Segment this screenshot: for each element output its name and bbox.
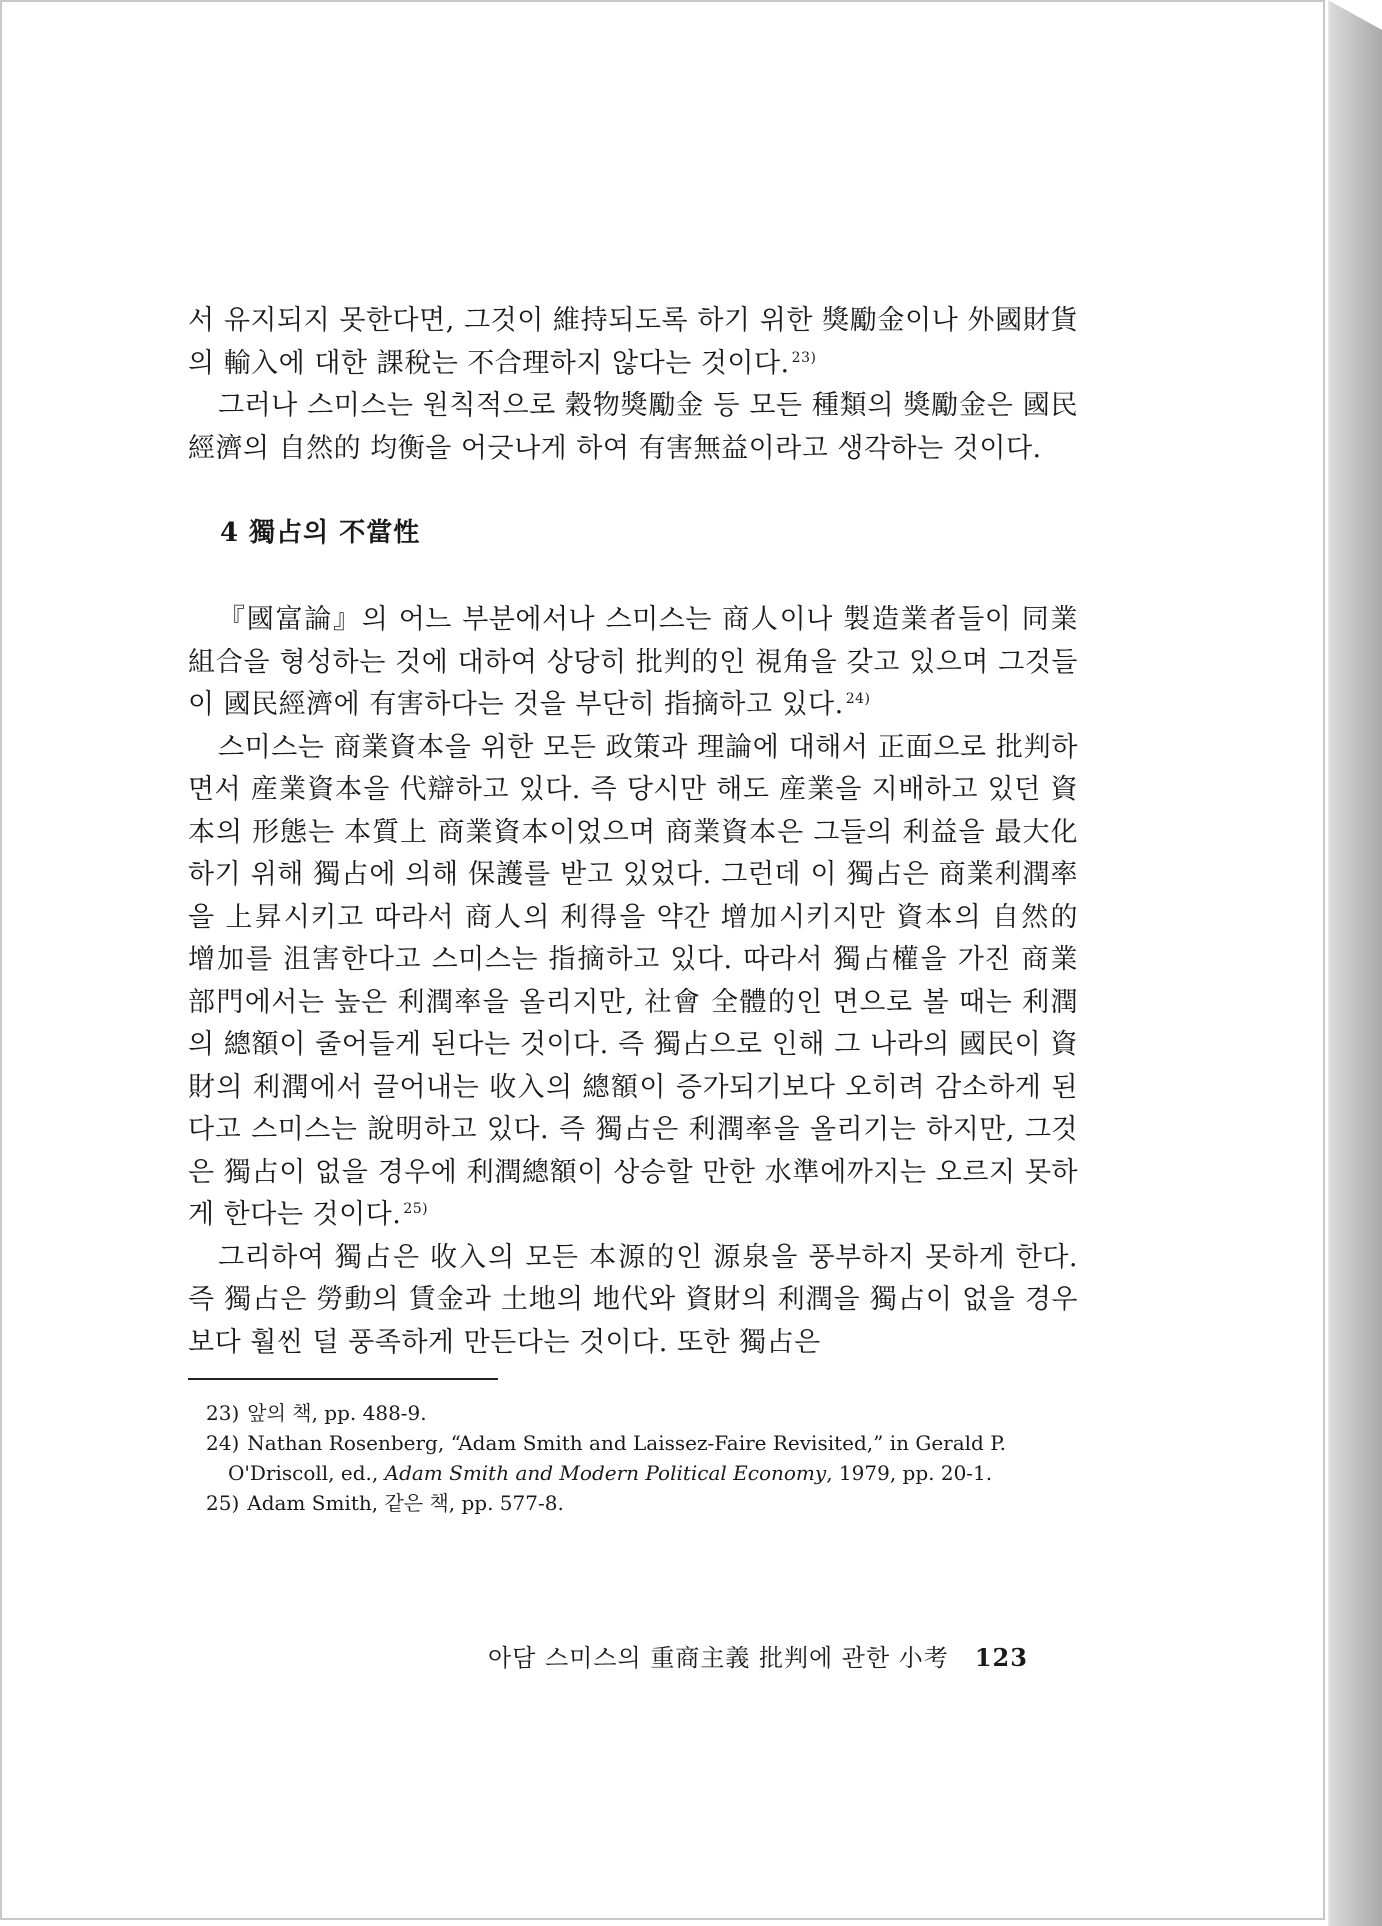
page-edge-shadow [1328,0,1382,1926]
footnote-ref-25: 25) [403,1201,429,1217]
footnote-text: 앞의 책, pp. 488-9. [247,1401,427,1425]
running-footer [488,1638,1028,1673]
footnote-text: Nathan Rosenberg, “Adam Smith and Laissez-Faire Revisited,” in Gerald P. O'Driscoll, ed., [228,1431,1006,1485]
section-heading: 4 獨占의 不當性 [220,518,421,548]
paragraph-3-text: 『國富論』의 어느 부분에서나 스미스는 商人이나 製造業者들이 同業組合을 형성하는 것에 대하여 상당히 批判的인 視角을 갖고 있으며 그것들이 國民經濟에 有害하다는 것을 부단히 指摘하고 있다. [188,604,1078,720]
footnote-book-title: Adam Smith and Modern Political Economy [384,1461,827,1485]
page-number: 123 [974,1643,1028,1672]
paragraph-5-text: 그리하여 獨占은 收入의 모든 本源的인 源泉을 풍부하지 못하게 한다. 즉 獨占은 勞動의 賃金과 土地의 地代와 資財의 利潤을 獨占이 없을 경우보다 훨씬 덜 풍족하게 만든다는 것이다. 또한 獨占은 [188,1241,1078,1358]
paragraph-2 [188,385,1078,470]
footnote-ref-23: 23) [791,349,817,366]
footnote-23 [188,1398,1078,1428]
page-corner-fold [1328,0,1382,30]
paragraph-2-text: 그러나 스미스는 원칙적으로 穀物獎勵金 등 모든 種類의 獎勵金은 國民經濟의 自然的 均衡을 어긋나게 하여 有害無益이라고 생각하는 것이다. [188,390,1078,464]
paragraph-3 [188,599,1078,727]
paragraph-5 [188,1237,1078,1365]
footnote-ref-24: 24) [845,691,871,707]
footnotes [188,1398,1078,1518]
page-body [188,300,1078,1518]
paragraph-4 [188,727,1078,1237]
paragraph-1 [188,300,1078,385]
running-footer-title: 아담 스미스의 重商主義 批判에 관한 小考 [488,1644,949,1672]
footnote-text-tail: , 1979, pp. 20-1. [826,1461,993,1485]
spacer [188,470,1078,482]
footnote-number: 25) [206,1491,240,1515]
paragraph-4-text: 스미스는 商業資本을 위한 모든 政策과 理論에 대해서 正面으로 批判하면서 産業資本을 代辯하고 있다. 즉 당시만 해도 産業을 지배하고 있던 資本의 形態는 本質上 商業資本이었으며 商業資本은 그들의 利益을 最大化하기 위해 獨占에 의해 保護를 받고 있었다. 그런데 이 獨占은 商業利潤率을 上昇시키고 따라서 商人의 利得을 약간 增加시키지만 資本의 自然的 增加를 沮害한다고 스미스는 指摘하고 있다. 따라서 獨占權을 가진 商業部門에서는 높은 利潤率을 올리지만, 社會 全體的인 면으로 볼 때는 利潤의 總額이 줄어들게 된다는 것이다. 즉 獨占으로 인해 그 나라의 國民이 資財의 利潤에서 끌어내는 收入의 總額이 증가되기보다 오히려 감소하게 된다고 스미스는 說明하고 있다. 즉 獨占은 利潤率을 올리기는 하지만, 그것은 獨占이 없을 경우에 利潤總額이 상승할 만한 水準에까지는 오르지 못하게 한다는 것이다. [188,731,1078,1230]
footnote-number: 24) [206,1431,240,1455]
footnote-number: 23) [206,1401,240,1425]
footnote-24 [188,1428,1078,1488]
footnote-text: Adam Smith, 같은 책, pp. 577-8. [247,1491,564,1515]
footnote-divider [188,1378,498,1380]
paragraph-1-text: 서 유지되지 못한다면, 그것이 維持되도록 하기 위한 獎勵金이나 外國財貨의 輸入에 대한 課稅는 不合理하지 않다는 것이다. [188,305,1078,379]
footnote-25 [188,1488,1078,1518]
